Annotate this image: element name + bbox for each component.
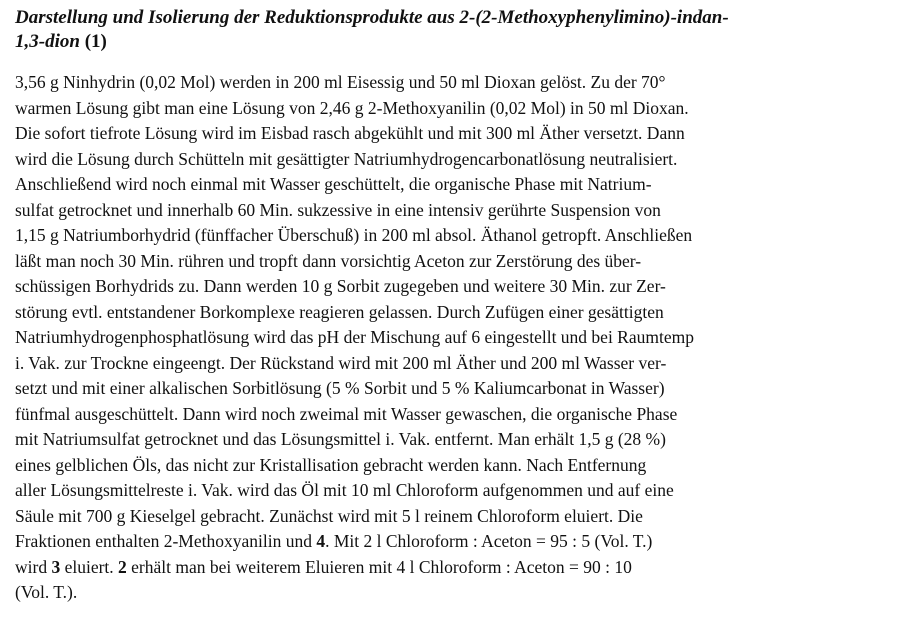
text-line: fünfmal ausgeschüttelt. Dann wird noch zweimal mit Wasser gewaschen, die organische Phase — [15, 403, 678, 424]
text-line: Die sofort tiefrote Lösung wird im Eisbad rasch abgekühlt und mit 300 ml Äther versetzt. Dann — [15, 123, 685, 143]
text-line — [15, 529, 900, 555]
compound-ref: 4 — [316, 531, 326, 551]
text-line: eines gelblichen Öls, das nicht zur Kristallisation gebracht werden kann. Nach Entfernung — [15, 454, 647, 475]
heading-line-1: Darstellung und Isolierung der Reduktionsprodukte aus 2-(2-Methoxyphenylimino)-indan- — [15, 7, 729, 28]
compound-ref: 3 — [51, 556, 61, 577]
compound-ref: 2 — [118, 556, 127, 577]
heading-line-2: 1,3-dion — [15, 31, 80, 52]
text-line: Säule mit 700 g Kieselgel gebracht. Zunächst wird mit 5 l reinem Chloroform eluiert. Die — [15, 505, 643, 526]
text-line — [15, 555, 900, 581]
text-line: setzt und mit einer alkalischen Sorbitlösung (5 % Sorbit und 5 % Kaliumcarbonat in Wasser) — [15, 378, 665, 398]
text-line: schüssigen Borhydrids zu. Dann werden 10 g Sorbit zugegeben und weitere 30 Min. zur Zer- — [15, 276, 666, 296]
text-line: aller Lösungsmittelreste i. Vak. wird das Öl mit 10 ml Chloroform aufgenommen und auf eine — [15, 480, 674, 500]
line-text: Fraktionen enthalten 2-Methoxyanilin und — [15, 531, 317, 551]
text-line: Natriumhydrogenphosphatlösung wird das pH der Mischung auf 6 eingestellt und bei Raumtemp — [15, 327, 694, 347]
procedure-paragraph — [15, 70, 900, 606]
text-line: sulfat getrocknet und innerhalb 60 Min. sukzessive in eine intensiv gerührte Suspension von — [15, 199, 661, 220]
text-line: warmen Lösung gibt man eine Lösung von 2,46 g 2-Methoxyanilin (0,02 Mol) in 50 ml Dioxan. — [15, 97, 689, 118]
text-line: läßt man noch 30 Min. rühren und tropft dann vorsichtig Aceton zur Zerstörung des über- — [15, 250, 642, 271]
text-line: i. Vak. zur Trockne eingeengt. Der Rückstand wird mit 200 ml Äther und 200 ml Wasser ver- — [15, 352, 667, 373]
text-line: 3,56 g Ninhydrin (0,02 Mol) werden in 200 ml Eisessig und 50 ml Dioxan gelöst. Zu der 70° — [15, 72, 666, 92]
text-line: 1,15 g Natriumborhydrid (fünffacher Überschuß) in 200 ml absol. Äthanol getropft. Anschließen — [15, 225, 693, 245]
text-line: wird die Lösung durch Schütteln mit gesättigter Natriumhydrogencarbonatlösung neutralisiert. — [15, 148, 678, 169]
text-line: störung evtl. entstandener Borkomplexe reagieren gelassen. Durch Zufügen einer gesättigten — [15, 301, 664, 322]
line-text: erhält man bei weiterem Eluieren mit 4 l Chloroform : Aceton = 90 : 10 — [126, 556, 632, 577]
text-line: (Vol. T.). — [15, 582, 78, 602]
line-text: wird — [15, 556, 52, 577]
compound-number: (1) — [84, 31, 107, 52]
line-text: . Mit 2 l Chloroform : Aceton = 95 : 5 (Vol. T.) — [325, 531, 653, 551]
line-text: eluiert. — [60, 556, 119, 577]
text-line: Anschließend wird noch einmal mit Wasser geschüttelt, die organische Phase mit Natrium- — [15, 174, 652, 194]
section-heading — [15, 6, 895, 54]
text-line: mit Natriumsulfat getrocknet und das Lösungsmittel i. Vak. entfernt. Man erhält 1,5 g (28 %) — [15, 429, 666, 449]
